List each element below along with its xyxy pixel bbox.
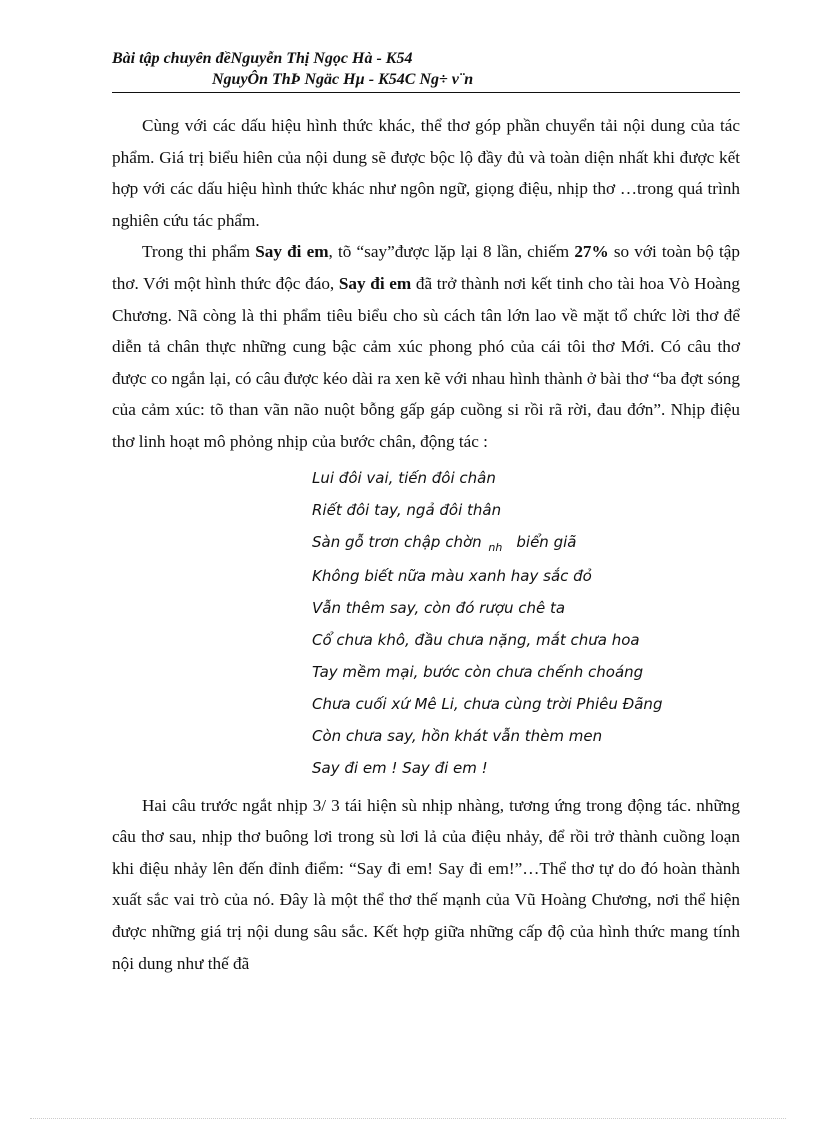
poem-line-3-nh: nh (488, 540, 503, 554)
paragraph-3: Hai câu trước ngắt nhịp 3/ 3 tái hiện sù nhịp nhàng, tương ứng trong động tác. những câu thơ sau, nhịp thơ buông lơi trong sù lơi lả của điệu nhảy, để rồi trở thành cuồng loạn khi điệu nhảy lên đến đỉnh điểm: “Say đi em! Say đi em!”…Thể thơ tự do đó hoàn thành xuất sắc vai trò của nó. Đây là một thể thơ thế mạnh của Vũ Hoàng Chương, nơi thể hiện được những giá trị nội dung sâu sắc. Kết hợp giữa những cấp độ của hình thức mang tính nội dung như thế đã (112, 795, 740, 973)
p2-title-say-di-em: Say đi em (255, 242, 329, 262)
poem-line-6: Cổ chưa khô, đầu chưa nặng, mắt chưa hoa (312, 630, 640, 649)
p2-percent: 27% (574, 242, 609, 262)
document-body (112, 110, 740, 979)
header-line-1: Bài tập chuyên đềNguyễn Thị Ngọc Hà - K54 (112, 50, 413, 67)
page-header (112, 48, 740, 93)
paragraph-2 (112, 236, 740, 457)
header-line-2: NguyÔn ThÞ Ngäc Hµ - K54C Ng÷ v¨n (212, 71, 474, 88)
poem-line-9: Còn chưa say, hồn khát vẫn thèm men (312, 726, 603, 745)
p2-text-g: đã trở thành nơi kết tinh cho tài hoa Vò Hoàng Chương. Nã còng là thi phẩm tiêu biểu cho sù cách tân lớn lao về mặt tổ chức lời thơ để diễn tả chân thực những cung bậc cảm xúc phong phó của cái tôi thơ Mới. Có câu thơ được co ngắn lại, có câu được kéo dài ra xen kẽ với nhau hình thành ở bài thơ “ba đợt sóng của cảm xúc: tõ than vãn não nuột bỗng gấp gáp cuồng si rồi rã rời, đau đớn”. Nhịp điệu thơ linh hoạt mô phỏng nhịp của bước chân, động tác : (112, 273, 740, 451)
p2-text-e: so với toàn bộ tập thơ. Với một hình thức độc đáo, (112, 242, 740, 293)
poem-line-3-a: Sàn gỗ trơn chập chờn (312, 532, 482, 551)
poem-excerpt (312, 462, 740, 784)
poem-line-2: Riết đôi tay, ngả đôi thân (312, 500, 502, 519)
p2-text-c: , tõ “say”được lặp lại 8 lần, chiếm (328, 242, 575, 262)
page-bottom-divider (30, 1118, 786, 1119)
poem-line-4: Không biết nữa màu xanh hay sắc đỏ (312, 566, 592, 585)
p2-text-a: Trong thi phẩm (142, 242, 256, 262)
poem-line-5: Vẫn thêm say, còn đó rượu chê ta (312, 598, 566, 617)
p2-title-say-di-em-2: Say đi em (338, 273, 412, 293)
paragraph-1: Cùng với các dấu hiệu hình thức khác, thể thơ góp phần chuyển tải nội dung của tác phẩm. Giá trị biểu hiên của nội dung sẽ được bộc lộ đầy đủ và toàn diện nhất khi được kết hợp với các dấu hiệu hình thức khác như ngôn ngữ, giọng điệu, nhịp thơ …trong quá trình nghiên cứu tác phẩm. (112, 116, 740, 230)
poem-line-3 (312, 526, 740, 560)
poem-line-8: Chưa cuối xứ Mê Li, chưa cùng trời Phiêu Đãng (312, 694, 663, 713)
poem-line-1: Lui đôi vai, tiến đôi chân (312, 468, 496, 487)
poem-line-3-c: biển giã (516, 532, 577, 551)
poem-line-7: Tay mềm mại, bước còn chưa chếnh choáng (312, 662, 644, 681)
poem-line-10: Say đi em ! Say đi em ! (312, 758, 488, 777)
